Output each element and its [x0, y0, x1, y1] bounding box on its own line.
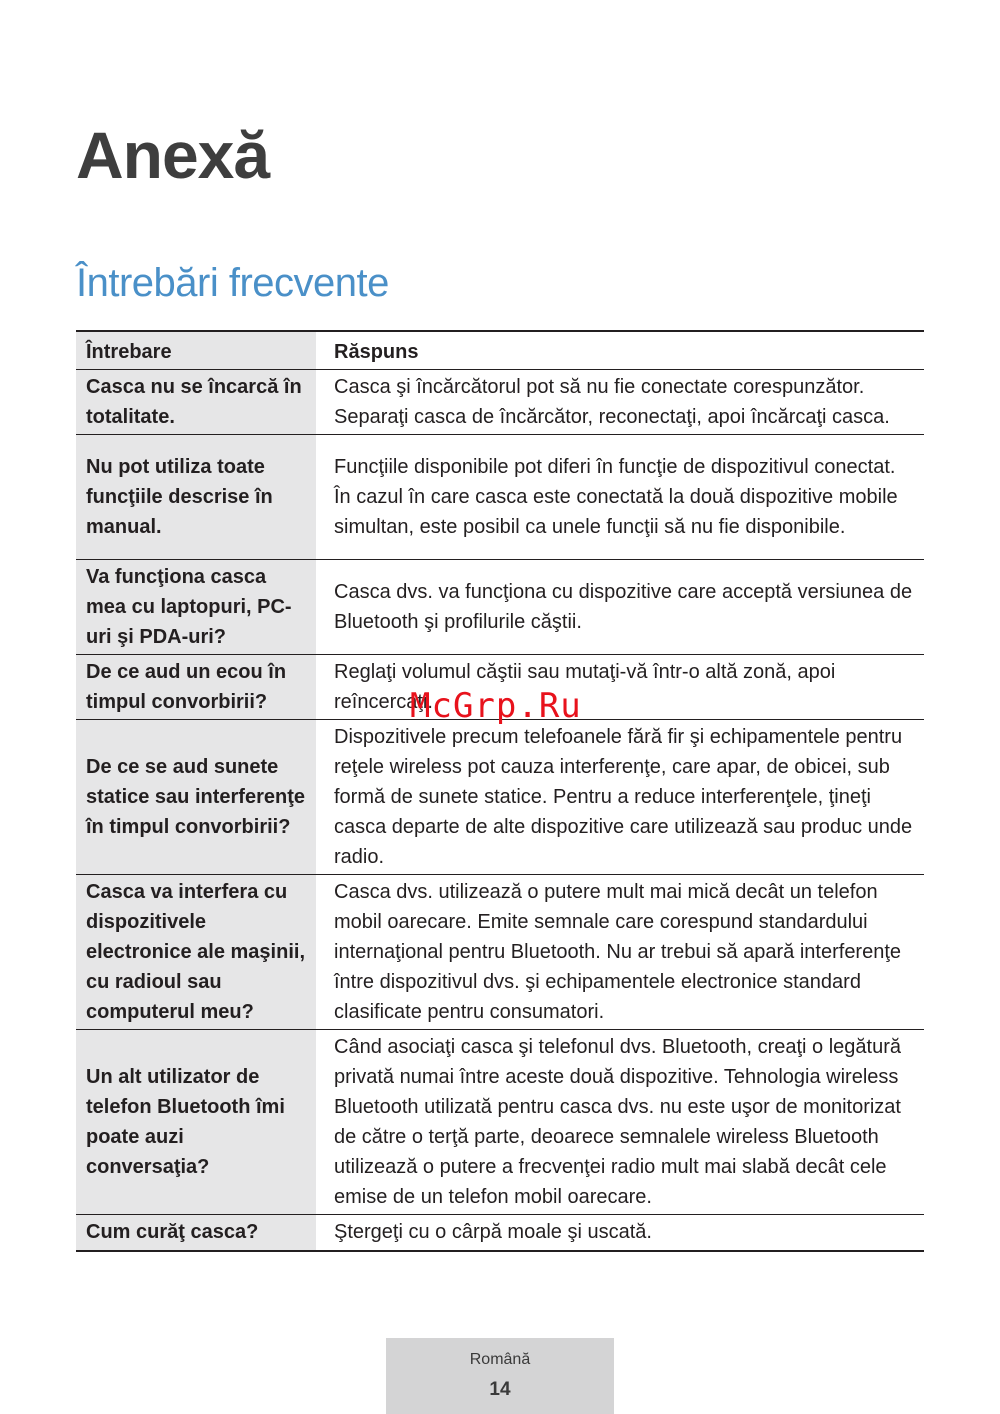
answer-column-header: Răspuns	[316, 331, 924, 370]
answer-cell: Casca şi încărcătorul pot să nu fie conectate corespunzător. Separaţi casca de încărcător, reconectaţi, apoi încărcaţi casca.	[316, 370, 924, 435]
table-row	[76, 560, 924, 655]
question-cell: De ce se aud sunete statice sau interferenţe în timpul convorbirii?	[76, 720, 316, 875]
table-row	[76, 655, 924, 720]
answer-cell: Casca dvs. va funcţiona cu dispozitive care acceptă versiunea de Bluetooth şi profilurile căştii.	[316, 560, 924, 655]
footer-language: Română	[469, 1351, 531, 1368]
table-row	[76, 435, 924, 560]
answer-cell: Ştergeţi cu o cârpă moale şi uscată.	[334, 1221, 652, 1244]
table-row	[76, 875, 924, 1030]
question-cell: Un alt utilizator de telefon Bluetooth îmi poate auzi conversaţia?	[76, 1030, 316, 1215]
table-row	[76, 1215, 924, 1251]
faq-table	[76, 330, 924, 1252]
section-title: Întrebări frecvente	[76, 261, 389, 305]
question-cell: Va funcţiona casca mea cu laptopuri, PC-uri şi PDA-uri?	[76, 560, 316, 655]
answer-cell: Când asociaţi casca şi telefonul dvs. Bluetooth, creaţi o legătură privată numai între aceste două dispozitive. Tehnologia wireless Bluetooth utilizată pentru casca dvs. nu este uşor de monitorizat de către o terţă parte, deoarece semnalele wireless Bluetooth utilizează o putere a frecvenţei radio mult mai slabă decât cele emise de un telefon mobil oarecare.	[316, 1030, 924, 1215]
answer-cell: Reglaţi volumul căştii sau mutaţi-vă într-o altă zonă, apoi reîncercaţi.	[316, 655, 924, 720]
table-row	[76, 1030, 924, 1215]
page-footer	[386, 1338, 614, 1414]
page-number: 14	[489, 1379, 511, 1400]
page-title: Anexă	[76, 118, 270, 192]
question-cell: Cum curăţ casca?	[76, 1215, 316, 1251]
table-row	[76, 720, 924, 875]
answer-cell: Funcţiile disponibile pot diferi în funcţie de dispozitivul conectat. În cazul în care casca este conectată la două dispozitive mobile simultan, este posibil ca unele funcţii să nu fie disponibile.	[316, 435, 924, 560]
table-row	[76, 370, 924, 435]
watermark: McGrp.Ru	[410, 686, 582, 726]
question-cell: Casca nu se încarcă în totalitate.	[76, 370, 316, 435]
answer-cell: Casca dvs. utilizează o putere mult mai mică decât un telefon mobil oarecare. Emite semnale care corespund standardului internaţional pentru Bluetooth. Nu ar trebui să apară interferenţe între dispozitivul dvs. şi echipamentele electronice standard clasificate pentru consumatori.	[316, 875, 924, 1030]
table-header-row	[76, 331, 924, 370]
answer-cell: Dispozitivele precum telefoanele fără fir şi echipamentele pentru reţele wireless pot cauza interferenţe, care apar, de obicei, sub formă de sunete statice. Pentru a reduce interferenţele, ţineţi casca departe de alte dispozitive care utilizează sau produc unde radio.	[316, 720, 924, 875]
question-cell: Nu pot utiliza toate funcţiile descrise în manual.	[76, 435, 316, 560]
question-cell: De ce aud un ecou în timpul convorbirii?	[76, 655, 316, 720]
question-cell: Casca va interfera cu dispozitivele electronice ale maşinii, cu radioul sau computerul meu?	[76, 875, 316, 1030]
question-column-header: Întrebare	[76, 331, 316, 370]
